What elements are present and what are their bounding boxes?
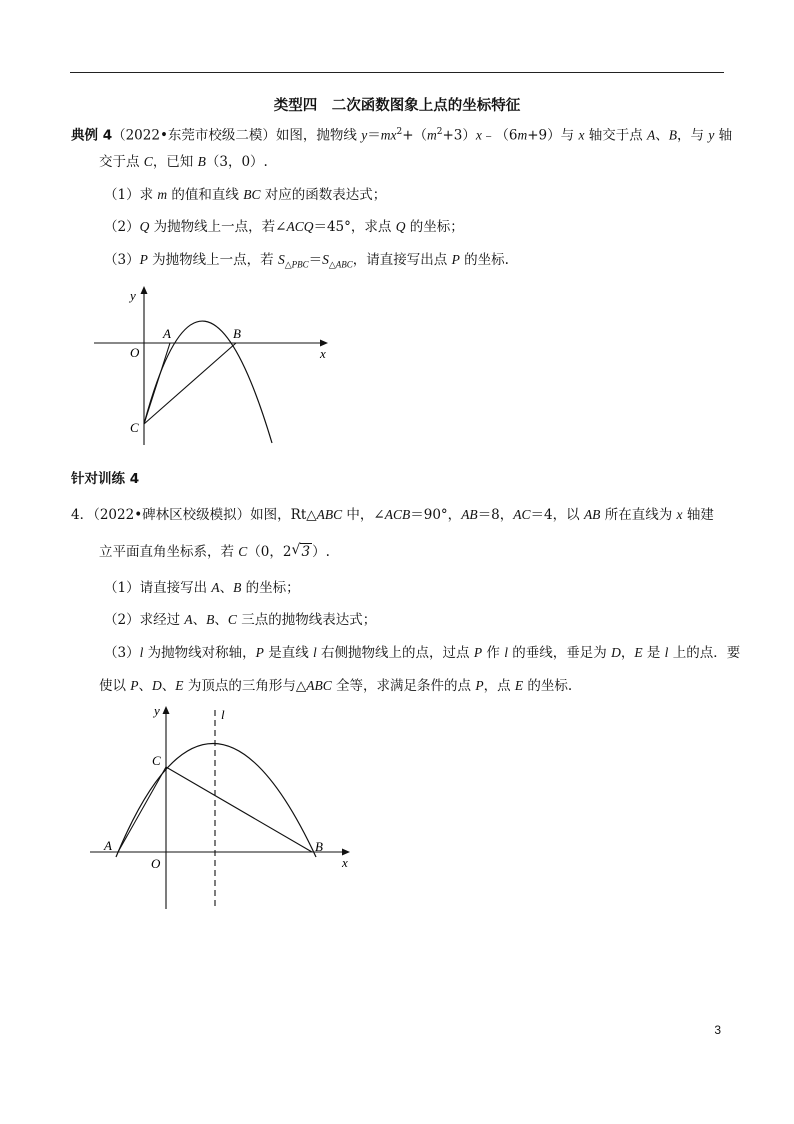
header-rule <box>70 72 724 73</box>
fig2-parabola <box>116 744 316 858</box>
figure-2-parabola <box>90 700 360 912</box>
fig2-label-B: B <box>315 839 323 854</box>
training-question-3: （3）l 为抛物线对称轴，P 是直线 l 右侧抛物线上的点，过点 P 作 l 的垂线，垂足为 D，E 是 l 上的点．要 <box>104 645 741 661</box>
fig2-label-O: O <box>151 856 161 871</box>
training-question-2: （2）求经过 A、B、C 三点的抛物线表达式； <box>104 612 377 628</box>
example-label: 典例 4 <box>71 127 113 144</box>
example-question-3: （3）P 为抛物线上一点，若 $S_{\triangle PBC}=S_{\triangle ABC}$，请直接写出点 P 的坐标. <box>104 252 509 270</box>
fig1-label-B: B <box>233 326 241 341</box>
section-title: 类型四 二次函数图象上点的坐标特征 <box>273 98 521 114</box>
page-number: 3 <box>714 1023 721 1037</box>
fig1-label-C: C <box>130 420 139 435</box>
training-heading: 针对训练 4 <box>71 471 140 487</box>
sqrt-three: √ 3 <box>291 542 311 560</box>
training-question-1: （1）请直接写出 A、B 的坐标； <box>104 580 300 596</box>
fig2-label-x: x <box>342 855 348 870</box>
example-line-2: 交于点 C，已知 B（3，0）. <box>99 154 268 170</box>
fig2-label-y: y <box>154 703 160 718</box>
training-line-2: 立平面直角坐标系，若 C（0，2 √ 3 ）. <box>99 542 330 560</box>
fig1-label-y: y <box>130 288 136 303</box>
example-question-1: （1）求 m 的值和直线 BC 对应的函数表达式； <box>104 187 387 203</box>
training-line-1: 4．（2022•碑林区校级模拟）如图，Rt△ABC 中，∠ACB＝90°，AB＝8，AC＝4，以 AB 所在直线为 x 轴建 <box>71 507 714 523</box>
fig1-segment-CB <box>144 343 236 424</box>
fig1-label-A: A <box>163 326 171 341</box>
fig2-segment-CA <box>118 767 166 852</box>
example-line-1: 典例 4（2022•东莞市校级二模）如图，抛物线 $y=mx^2+(m^2+3)x﹣(6m+9)$与 x 轴交于点 A、B，与 y 轴 <box>71 127 733 144</box>
fig2-y-arrow <box>163 706 170 714</box>
fig2-label-C: C <box>152 753 161 768</box>
training-line-5: 使以 P、D、E 为顶点的三角形与△ABC 全等，求满足条件的点 P，点 E 的坐标. <box>99 678 573 694</box>
example-question-2: （2）Q 为抛物线上一点，若∠ACQ＝45°，求点 Q 的坐标； <box>104 219 464 235</box>
figure-1-parabola <box>90 283 350 448</box>
fig1-label-x: x <box>320 346 326 361</box>
fig2-label-A: A <box>104 838 112 853</box>
fig2-segment-CB <box>166 767 312 852</box>
fig1-label-O: O <box>130 345 140 360</box>
fig2-label-l: l <box>221 707 225 722</box>
fig1-y-arrow <box>141 286 148 294</box>
